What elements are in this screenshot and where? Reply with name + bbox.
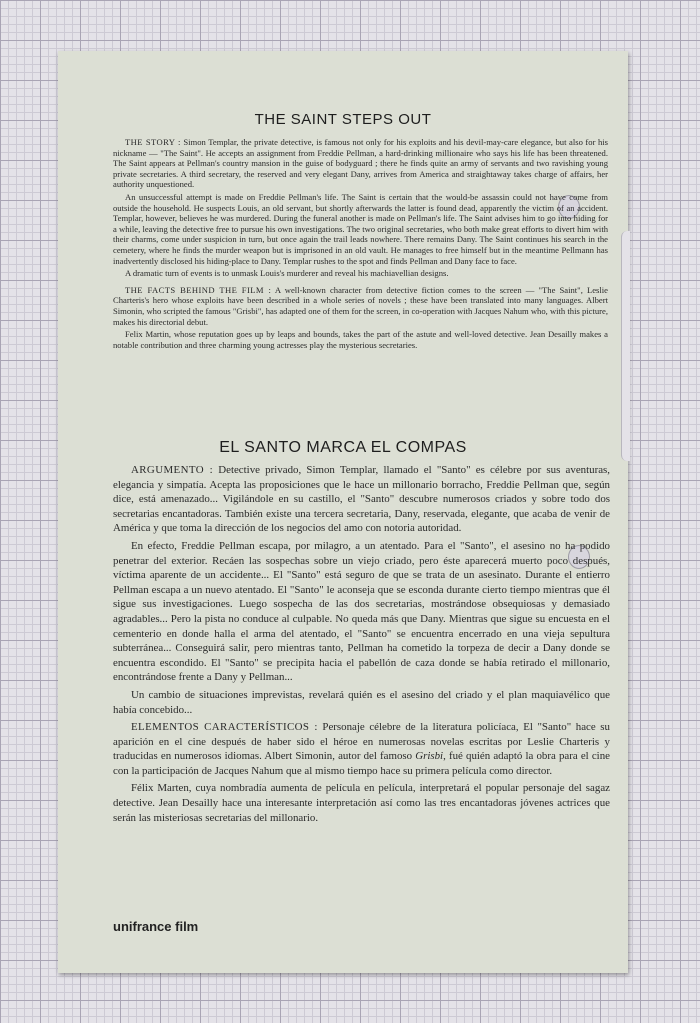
argumento-paragraph-1: [113, 463, 610, 536]
press-sheet: [58, 51, 628, 973]
argumento-lead: ARGUMENTO :: [131, 464, 214, 476]
sheet-edge-notch: [621, 231, 630, 461]
elementos-paragraph-2: Félix Marten, cuya nombradía aumenta de película en película, interpretará el popular personaje del sagaz detective. Jean Desailly hace una interesante interpretación así como las tres encantadoras jóvenes actrices que serán las misteriosas secretarias del millonario.: [113, 782, 610, 824]
facts-paragraph-1: [113, 285, 608, 327]
english-title: THE SAINT STEPS OUT: [254, 111, 432, 128]
argumento-text-1: Detective privado, Simon Templar, llamado el "Santo" es célebre por sus aventuras, elegancia y simpatía. Acepta las proposiciones que le hace un millonario borracho, Freddie Pellman que, según dice, está amenazado... Vigilándole en su castillo, el "Santo" descubre numerosos criados y sobre todo dos secretarias encantadoras. También existe una tercera secretaria, Dany, reservada, elegante, que acaba de venir de América y que toma la dirección de los negocios del amo con notoria autoridad.: [113, 464, 611, 535]
elementos-text-1b: , fué quién adaptó la obra para el cine con la participación de Jacques Nahum que al mismo tiempo hace su primera película como director.: [113, 750, 610, 777]
story-text-1: Simon Templar, the private detective, is famous not only for his exploits and his devil-may-care elegance, but also for his nickname — "The Saint". He accepts an assignment from Freddie Pellman, a hard-drinking millionaire who says his life has been threatened. The Saint appears at Pellman's country mansion in the guise of bodyguard ; there he finds quite an army of servants and two ravishing young private secretaries. A third secretary, the reserved and very elegant Dany, arrives from America and straightaway takes charge of affairs, her authority unquestioned.: [113, 137, 609, 190]
spanish-title: EL SANTO MARCA EL COMPAS: [219, 439, 467, 456]
story-lead: THE STORY :: [125, 137, 181, 147]
story-paragraph-2: An unsuccessful attempt is made on Freddie Pellman's life. The Saint is certain that the would-be assassin could not have come from outside the household. He suspects Louis, an old servant, but shortly afterwards the latter is found dead, apparently the victim of an accident. Templar, however, believes he was murdered. During the funeral another is made on Pellman's life. The Saint advises him to go into hiding for a while, leaving the detective free to pursue his own investigations. The two original secretaries, who both make great efforts to divert him with their charms, come under suspicion in turn, but once again the trail leads nowhere. There remains Dany. The Saint continues his search in the cemetery, where he finds the murder weapon but is imprisoned in an old vault. He manages to free himself but in the meantime Pellmann has inadvertently disclosed his hiding-place to Dany. Templar rushes to the spot and finds Pellman and Dany face to face.: [113, 191, 608, 266]
elementos-lead: ELEMENTOS CARACTERÍSTICOS :: [131, 721, 318, 734]
story-paragraph-1: [113, 137, 608, 190]
story-paragraph-3: A dramatic turn of events is to unmask Louis's murderer and reveal his machiavellian designs.: [125, 268, 449, 279]
facts-lead: THE FACTS BEHIND THE FILM :: [125, 284, 272, 295]
argumento-paragraph-3: Un cambio de situaciones imprevistas, revelará quién es el asesino del criado y el plan maquiavélico que había concebido...: [113, 688, 610, 716]
grisbi-title: Grisbi: [415, 750, 444, 763]
argumento-paragraph-2: En efecto, Freddie Pellman escapa, por milagro, a un atentado. Para el "Santo", el asesino no ha podido penetrar del exterior. Recáen las sospechas sobre un viejo criado, pero éste aparecerá muerto poco después, víctima aparente de un accidente... El "Santo" está seguro de que se trata de un asesinato. Durante el entierro Pellman escapa a un nuevo atentado. El "Santo" le aconseja que se esconda durante cierto tiempo mientras que él sigue sus investigaciones. Luego sospecha de las dos secretarias, mostrándose obsequiosas y demasiado agradables... Pero la pista no conduce al culpable. No queda más que Dany. Mientras que sigue su encuesta en el cementerio en donde halla el arma del atentado, el "Santo" se encuentra encerrado en una vieja sepultura subterránea... Conseguirá salir, pero mientras tanto, Pellman ha cometido la torpeza de decir a Dany donde se encuentra escondido. El "Santo" se precipita hacia el pabellón de caza donde se había retirado el millonario, encontrándose frente a Dany y Pellman...: [113, 539, 610, 684]
facts-paragraph-2: Felix Martin, whose reputation goes up by leaps and bounds, takes the part of the astute and well-loved detective. Jean Desailly makes a notable contribution and three charming young actresses play the mysterious secretaries.: [113, 329, 608, 350]
facts-text-1: A well-known character from detective fiction comes to the screen — "The Saint", Leslie Charteris's hero whose exploits have been described in a whole series of novels ; these have been translated into many languages. Albert Simonin, who scripted the famous "Grisbi", has adapted one of them for the screen, in co-operation with Jacques Nahum who, with this picture, makes his directorial debut.: [113, 284, 608, 327]
english-body: [113, 137, 608, 352]
unifrance-film-logo: unifrance film: [113, 919, 199, 934]
elementos-text-1a: Personaje célebre de la literatura policíaca, El "Santo" hace su aparición en el cine después de haber sido el héroe en numerosas novelas escritas por Leslie Charteris y traducidas en numerosos idiomas. Albert Simonin, autor del famoso: [113, 721, 610, 763]
elementos-paragraph-1: [113, 720, 610, 778]
spanish-body: [113, 463, 610, 828]
